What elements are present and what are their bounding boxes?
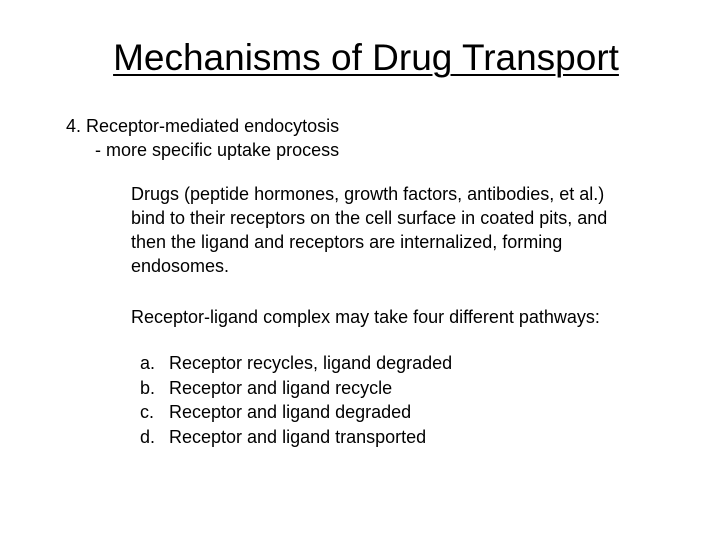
list-marker: b. [140,377,156,398]
list-item-text: Receptor and ligand degraded [169,402,412,422]
list-item [140,351,452,376]
description-paragraph [131,182,607,278]
paragraph-line: Drugs (peptide hormones, growth factors, antibodies, et al.) [131,184,605,204]
paragraph-line: bind to their receptors on the cell surface in coated pits, and [131,208,608,228]
list-marker: d. [140,426,156,447]
list-item-text: Receptor and ligand recycle [169,377,393,398]
pathways-intro: Receptor-ligand complex may take four different pathways: [131,307,600,327]
paragraph-line: then the ligand and receptors are internalized, forming [131,232,563,252]
slide-title: Mechanisms of Drug Transport [113,37,619,78]
list-item [140,376,452,401]
paragraph-line: endosomes. [131,256,230,276]
list-item [140,425,452,450]
list-marker: a. [140,353,156,373]
list-item-text: Receptor and ligand transported [169,426,427,447]
pathways-list [140,351,452,449]
section-subheading: - more specific uptake process [95,140,340,160]
section-heading: 4. Receptor-mediated endocytosis [66,116,340,136]
list-item [140,400,452,425]
list-item-text: Receptor recycles, ligand degraded [169,353,453,373]
list-marker: c. [140,402,155,422]
